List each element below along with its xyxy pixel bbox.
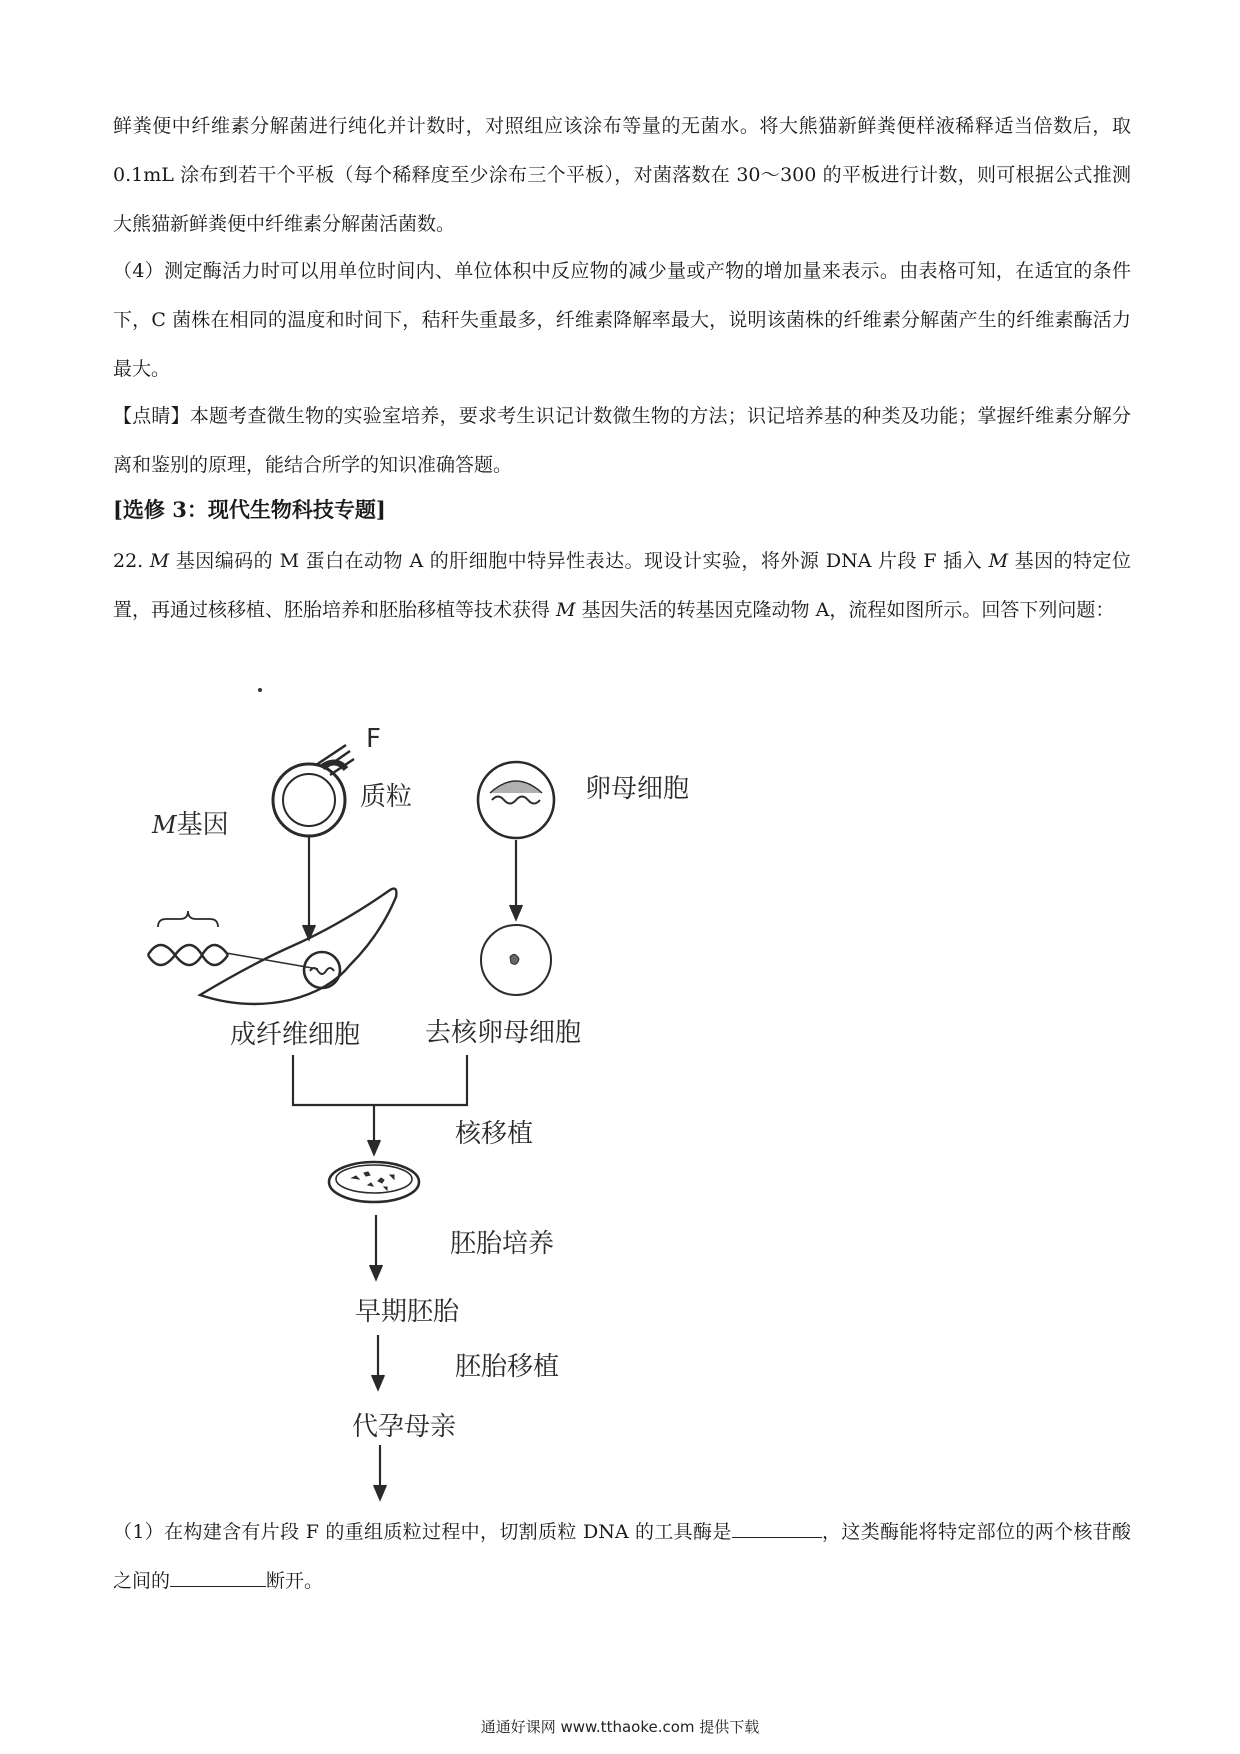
question-22	[113, 537, 1131, 635]
cloning-flow-diagram	[140, 685, 740, 1505]
enucleated-oocyte-icon	[481, 925, 551, 995]
plasmid-icon	[273, 745, 354, 836]
label-embryo-transplant: 胚胎移植	[455, 1352, 560, 1382]
question-1-text: （1）在构建含有片段 F 的重组质粒过程中，切割质粒 DNA 的工具酶是	[113, 1521, 732, 1543]
petri-dish-icon	[329, 1162, 419, 1202]
label-F: F	[366, 724, 381, 754]
m-gene-dna-icon	[148, 911, 318, 969]
paragraph-enzyme-activity: （4）测定酶活力时可以用单位时间内、单位体积中反应物的减少量或产物的增加量来表示。由表格可知，在适宜的条件下，C 菌株在相同的温度和时间下，秸秆失重最多，纤维素降解率最大，说明该菌株的纤维素分解菌产生的纤维素酶活力最大。	[113, 260, 1131, 380]
label-enucleated-oocyte: 去核卵母细胞	[425, 1018, 582, 1048]
label-early-embryo: 早期胚胎	[355, 1297, 460, 1327]
answer-blank[interactable]	[170, 1566, 266, 1587]
label-oocyte: 卵母细胞	[585, 774, 690, 804]
question-text: 基因编码的 M 蛋白在动物 A 的肝细胞中特异性表达。现设计实验，将外源 DNA 片段 F 插入	[169, 550, 989, 572]
question-text: 基因的特定位置，再通过核移植、胚胎培养和胚胎移植等技术获得	[113, 550, 1132, 621]
paragraph-comment: 【点睛】本题考查微生物的实验室培养，要求考生识记计数微生物的方法；识记培养基的种类及功能；掌握纤维素分解分离和鉴别的原理，能结合所学的知识准确答题。	[113, 405, 1131, 476]
question-text: 基因失活的转基因克隆动物 A，流程如图所示。回答下列问题：	[575, 599, 1115, 621]
question-number: 22.	[113, 550, 150, 572]
oocyte-icon	[478, 762, 554, 838]
answer-blank[interactable]	[732, 1517, 822, 1538]
gene-symbol: M	[149, 550, 170, 572]
label-plasmid: 质粒	[360, 782, 413, 812]
fibroblast-icon	[200, 889, 396, 1004]
label-fibroblast: 成纤维细胞	[230, 1020, 361, 1050]
gene-symbol: M	[556, 599, 576, 621]
question-1-text: 断开。	[266, 1570, 324, 1592]
label-m-gene: M基因	[152, 810, 229, 840]
page-footer: 通通好课网 www.tthaoke.com 提供下载	[480, 1718, 760, 1736]
question-1-text: ，这类酶能将特定部位的两个核苷酸之间的	[113, 1521, 1131, 1592]
paragraph-counting: 鲜粪便中纤维素分解菌进行纯化并计数时，对照组应该涂布等量的无菌水。将大熊猫新鲜粪便样液稀释适当倍数后，取 0.1mL 涂布到若干个平板（每个稀释度至少涂布三个平板），对菌落数在 30～300 的平板进行计数，则可根据公式推测大熊猫新鲜粪便中纤维素分解菌活菌数。	[113, 115, 1131, 235]
label-embryo-culture: 胚胎培养	[450, 1229, 555, 1259]
section-heading: [选修 3：现代生物科技专题]	[113, 497, 386, 522]
label-surrogate-mother: 代孕母亲	[352, 1412, 457, 1442]
gene-symbol: M	[988, 550, 1009, 572]
question-1	[113, 1508, 1131, 1606]
label-nuclear-transfer: 核移植	[455, 1119, 534, 1149]
